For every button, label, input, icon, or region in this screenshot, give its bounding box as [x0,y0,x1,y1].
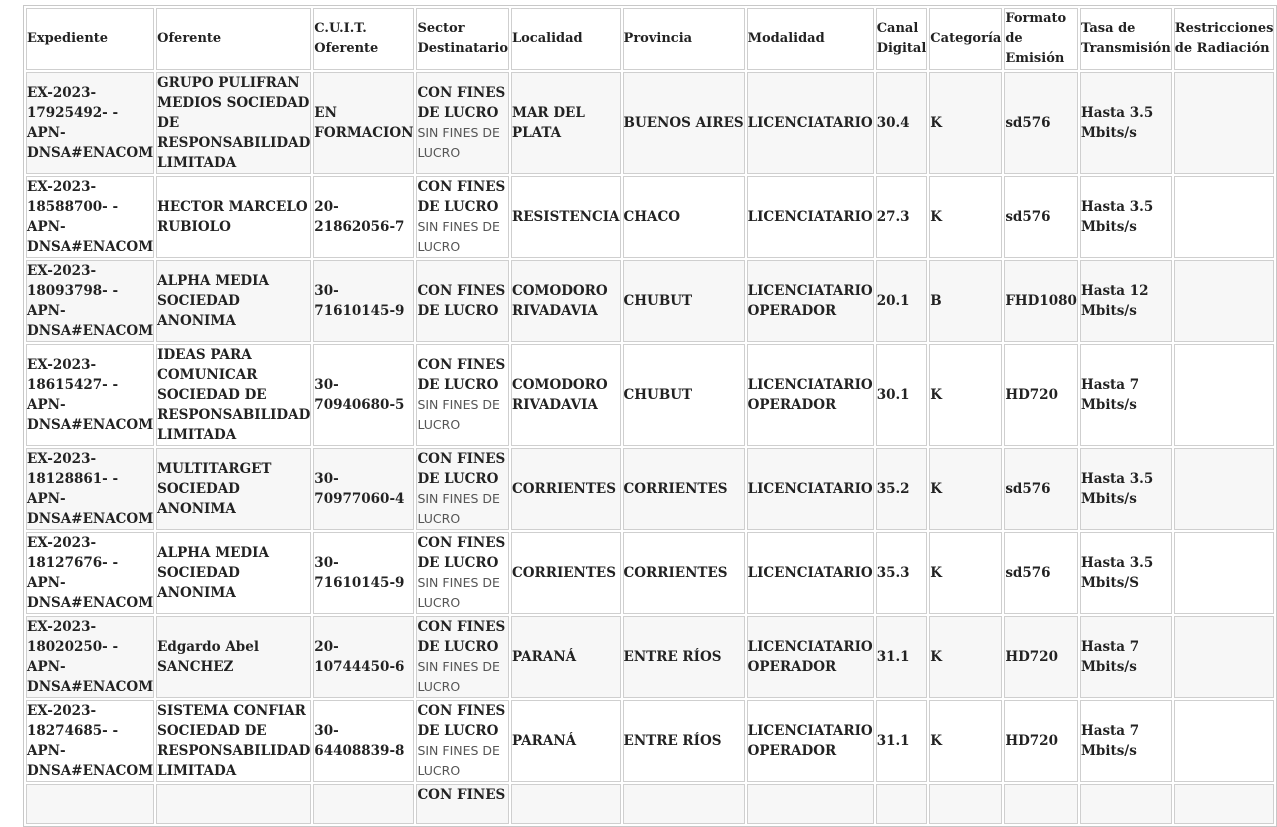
cell-canal: 30.1 [876,344,928,446]
cell-oferente: HECTOR MARCELO RUBIOLO [156,176,311,258]
table-row [26,700,1274,782]
cell-categoria: K [929,448,1002,530]
sector-main-text: CON FINES DE LUCRO [417,85,506,121]
cell-restricciones [1174,448,1275,530]
sector-alt-text: SIN FINES DE LUCRO [417,743,500,778]
cell-restricciones [1174,616,1275,698]
cell-localidad: COMODORO RIVADAVIA [511,260,621,342]
header-sector: Sector Destinatario [416,8,509,70]
cell-localidad: RESISTENCIA [511,176,621,258]
cell-modalidad: LICENCIATARIO [747,176,874,258]
cell-sector [416,532,509,614]
cell-oferente: MULTITARGET SOCIEDAD ANONIMA [156,448,311,530]
cell-expediente: EX-2023-17925492- -APN-DNSA#ENACOM [26,72,154,174]
sector-alt-text: SIN FINES DE LUCRO [417,659,500,694]
sector-main-text: CON FINES DE LUCRO [417,283,506,319]
cell-tasa: Hasta 3.5 Mbits/s [1080,448,1172,530]
cell-oferente: Edgardo Abel SANCHEZ [156,616,311,698]
table-row [26,344,1274,446]
cell-cuit: 20-10744450-6 [313,616,414,698]
table-body [26,72,1274,824]
cell-canal: 35.2 [876,448,928,530]
cell-tasa: Hasta 7 Mbits/s [1080,700,1172,782]
sector-alt-text: SIN FINES DE LUCRO [417,491,500,526]
sector-alt-text: SIN FINES DE LUCRO [417,575,500,610]
header-provincia: Provincia [623,8,745,70]
cell-canal: 31.1 [876,700,928,782]
cell-sector [416,260,509,342]
cell-formato [1004,784,1078,824]
cell-canal: 27.3 [876,176,928,258]
cell-localidad: PARANÁ [511,616,621,698]
cell-localidad: PARANÁ [511,700,621,782]
cell-provincia: CHACO [623,176,745,258]
cell-cuit: 20-21862056-7 [313,176,414,258]
cell-categoria: K [929,344,1002,446]
cell-sector [416,616,509,698]
cell-modalidad: LICENCIATARIO [747,72,874,174]
cell-localidad: COMODORO RIVADAVIA [511,344,621,446]
cell-expediente: EX-2023-18128861- -APN-DNSA#ENACOM [26,448,154,530]
licenses-table [23,5,1277,827]
cell-canal: 35.3 [876,532,928,614]
cell-oferente: ALPHA MEDIA SOCIEDAD ANONIMA [156,532,311,614]
cell-formato: HD720 [1004,616,1078,698]
header-cuit: C.U.I.T. Oferente [313,8,414,70]
cell-sector [416,176,509,258]
cell-categoria: K [929,532,1002,614]
cell-tasa: Hasta 7 Mbits/s [1080,344,1172,446]
cell-localidad: CORRIENTES [511,448,621,530]
sector-alt-text: SIN FINES DE LUCRO [417,219,500,254]
header-formato: Formato de Emisión [1004,8,1078,70]
sector-main-text: CON FINES DE LUCRO [417,703,506,739]
cell-oferente: IDEAS PARA COMUNICAR SOCIEDAD DE RESPONSABILIDAD LIMITADA [156,344,311,446]
cell-restricciones [1174,700,1275,782]
cell-formato: HD720 [1004,344,1078,446]
sector-alt-text: SIN FINES DE LUCRO [417,397,500,432]
cell-localidad: MAR DEL PLATA [511,72,621,174]
header-expediente: Expediente [26,8,154,70]
cell-categoria [929,784,1002,824]
cell-formato: FHD1080 [1004,260,1078,342]
cell-localidad: CORRIENTES [511,532,621,614]
table-row [26,532,1274,614]
cell-canal: 30.4 [876,72,928,174]
cell-provincia: BUENOS AIRES [623,72,745,174]
cell-oferente: GRUPO PULIFRAN MEDIOS SOCIEDAD DE RESPONSABILIDAD LIMITADA [156,72,311,174]
cell-oferente: ALPHA MEDIA SOCIEDAD ANONIMA [156,260,311,342]
cell-canal [876,784,928,824]
cell-formato: sd576 [1004,72,1078,174]
cell-modalidad: LICENCIATARIO [747,532,874,614]
cell-tasa: Hasta 3.5 Mbits/s [1080,176,1172,258]
cell-modalidad: LICENCIATARIO OPERADOR [747,260,874,342]
cell-formato: sd576 [1004,448,1078,530]
header-tasa: Tasa de Transmisión [1080,8,1172,70]
cell-categoria: K [929,176,1002,258]
cell-provincia: ENTRE RÍOS [623,700,745,782]
cell-canal: 20.1 [876,260,928,342]
cell-categoria: B [929,260,1002,342]
header-categoria: Categoría [929,8,1002,70]
cell-expediente: EX-2023-18274685- -APN-DNSA#ENACOM [26,700,154,782]
cell-tasa: Hasta 3.5 Mbits/S [1080,532,1172,614]
sector-main-text: CON FINES DE LUCRO [417,451,506,487]
cell-oferente: SISTEMA CONFIAR SOCIEDAD DE RESPONSABILIDAD LIMITADA [156,700,311,782]
cell-cuit: 30-71610145-9 [313,532,414,614]
header-oferente: Oferente [156,8,311,70]
cell-modalidad: LICENCIATARIO OPERADOR [747,344,874,446]
cell-expediente [26,784,154,824]
table-header-row [26,8,1274,70]
sector-alt-text: SIN FINES DE LUCRO [417,125,500,160]
cell-restricciones [1174,72,1275,174]
table-row [26,616,1274,698]
cell-categoria: K [929,72,1002,174]
cell-expediente: EX-2023-18020250- -APN-DNSA#ENACOM [26,616,154,698]
table-row [26,448,1274,530]
cell-provincia: CORRIENTES [623,532,745,614]
cell-expediente: EX-2023-18093798- -APN-DNSA#ENACOM [26,260,154,342]
cell-cuit: 30-70977060-4 [313,448,414,530]
cell-provincia: CHUBUT [623,260,745,342]
header-canal: Canal Digital [876,8,928,70]
cell-tasa: Hasta 7 Mbits/s [1080,616,1172,698]
cell-provincia: CHUBUT [623,344,745,446]
sector-main-text: CON FINES DE LUCRO [417,357,506,393]
cell-formato: HD720 [1004,700,1078,782]
cell-expediente: EX-2023-18615427- -APN-DNSA#ENACOM [26,344,154,446]
table-row [26,176,1274,258]
cell-expediente: EX-2023-18127676- -APN-DNSA#ENACOM [26,532,154,614]
cell-sector [416,784,509,824]
sector-main-text: CON FINES [417,787,506,803]
cell-canal: 31.1 [876,616,928,698]
cell-sector [416,344,509,446]
cell-cuit: 30-70940680-5 [313,344,414,446]
cell-formato: sd576 [1004,176,1078,258]
table-row [26,784,1274,824]
cell-restricciones [1174,260,1275,342]
header-modalidad: Modalidad [747,8,874,70]
cell-localidad [511,784,621,824]
cell-tasa: Hasta 3.5 Mbits/s [1080,72,1172,174]
cell-sector [416,72,509,174]
cell-modalidad: LICENCIATARIO [747,448,874,530]
cell-oferente [156,784,311,824]
cell-provincia: CORRIENTES [623,448,745,530]
cell-categoria: K [929,616,1002,698]
sector-main-text: CON FINES DE LUCRO [417,535,506,571]
cell-sector [416,448,509,530]
table-row [26,72,1274,174]
header-restricciones: Restricciones de Radiación [1174,8,1275,70]
cell-sector [416,700,509,782]
cell-tasa [1080,784,1172,824]
cell-tasa: Hasta 12 Mbits/s [1080,260,1172,342]
cell-provincia: ENTRE RÍOS [623,616,745,698]
cell-restricciones [1174,344,1275,446]
cell-cuit: 30-71610145-9 [313,260,414,342]
cell-restricciones [1174,532,1275,614]
cell-modalidad: LICENCIATARIO OPERADOR [747,616,874,698]
cell-provincia [623,784,745,824]
cell-cuit: EN FORMACION [313,72,414,174]
cell-modalidad: LICENCIATARIO OPERADOR [747,700,874,782]
cell-restricciones [1174,784,1275,824]
sector-main-text: CON FINES DE LUCRO [417,179,506,215]
cell-restricciones [1174,176,1275,258]
cell-categoria: K [929,700,1002,782]
cell-formato: sd576 [1004,532,1078,614]
header-localidad: Localidad [511,8,621,70]
table-row [26,260,1274,342]
sector-main-text: CON FINES DE LUCRO [417,619,506,655]
cell-cuit: 30-64408839-8 [313,700,414,782]
cell-cuit [313,784,414,824]
cell-modalidad [747,784,874,824]
cell-expediente: EX-2023-18588700- -APN-DNSA#ENACOM [26,176,154,258]
